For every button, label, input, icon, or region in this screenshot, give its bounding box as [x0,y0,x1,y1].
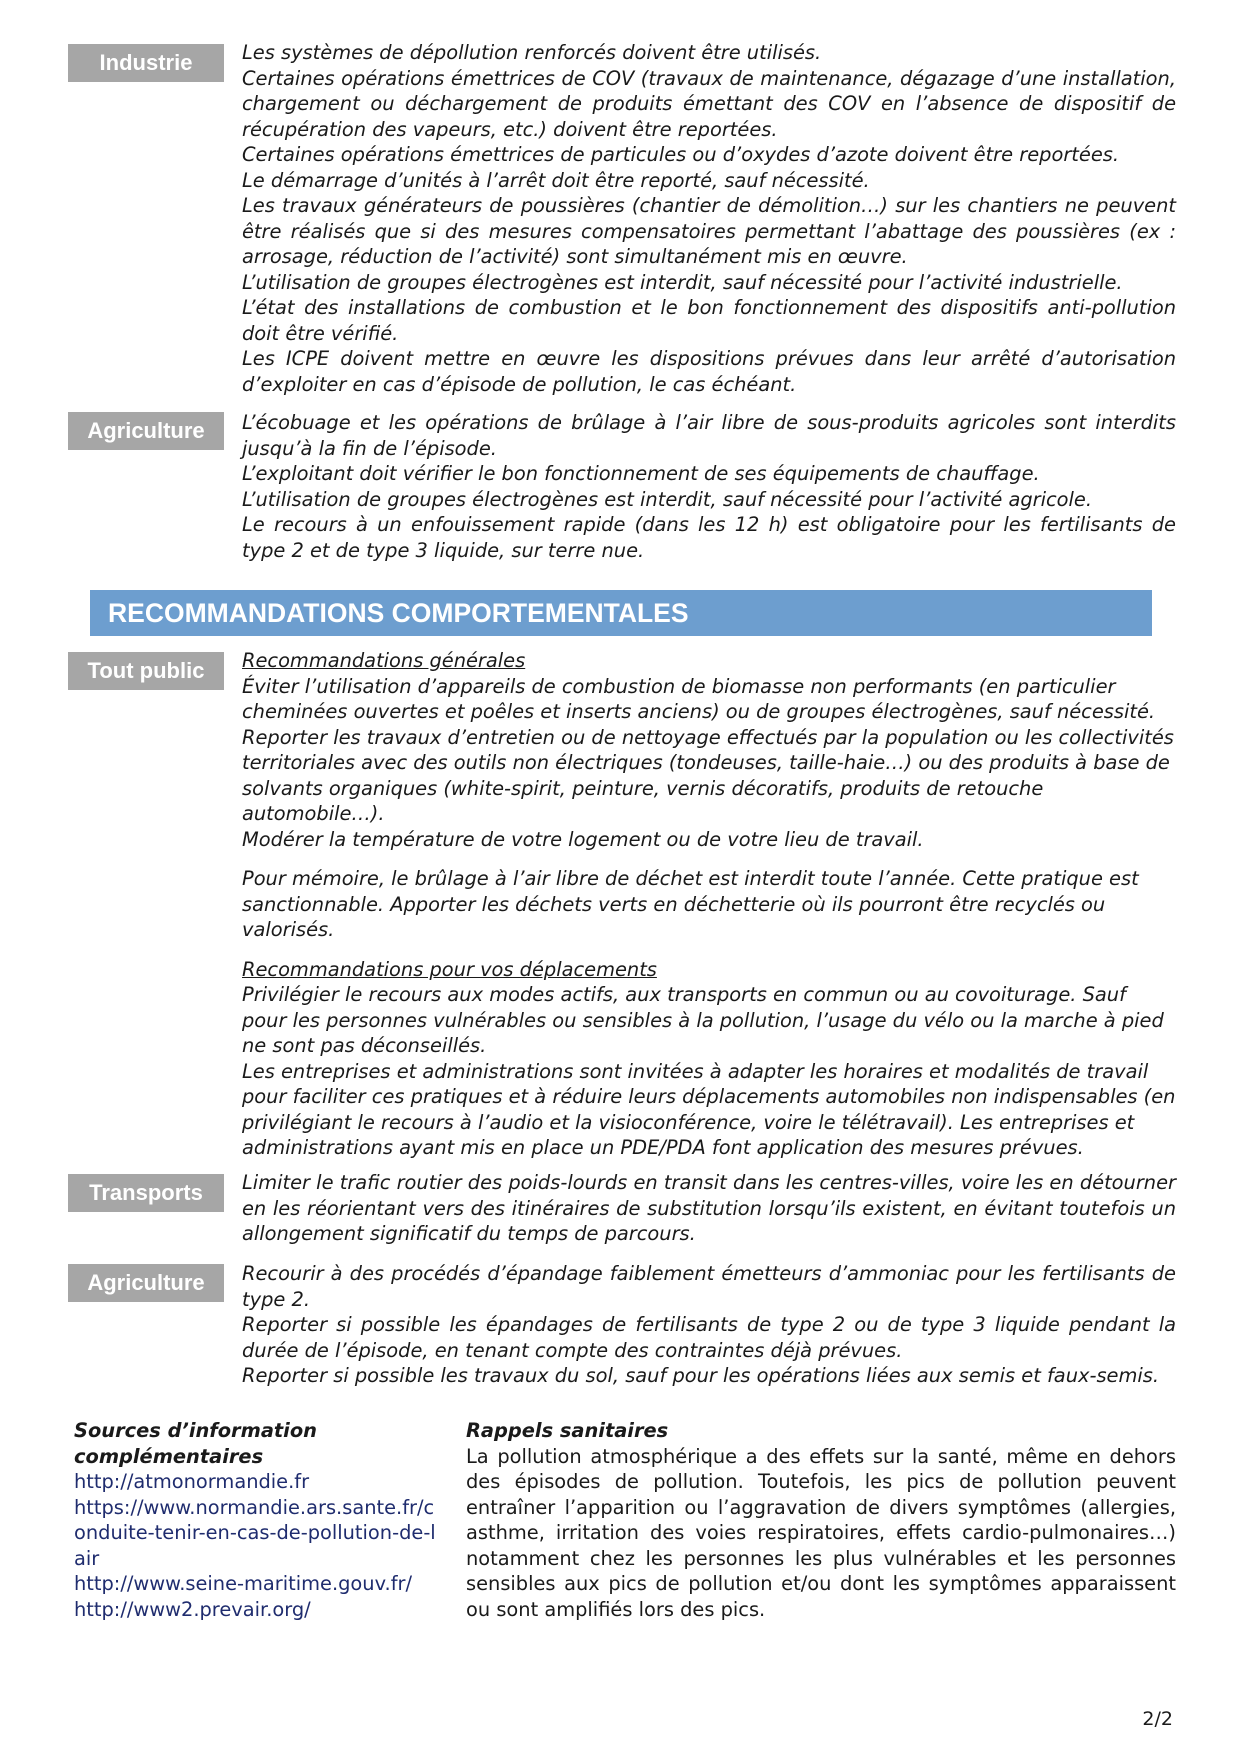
link-prevair[interactable]: http://www2.prevair.org/ [74,1597,311,1621]
sources-title: Sources d’information complémentaires [74,1419,317,1468]
measure-line: L’utilisation de groupes électrogènes est interdit, sauf nécessité pour l’activité agricole. [242,487,1093,511]
rappels-text: La pollution atmosphérique a des effets sur la santé, même en dehors des épisodes de pollution. Toutefois, les pics de pollution peuvent entraîner l’apparition ou l’aggravation de divers symptômes (allergies, asthme, irritation des voies respiratoires, effets cardio-pulmonaires…) notamment chez les personnes les plus vulnérables et les personnes sensibles aux pics de pollution et/ou dont les symptômes apparaissent ou sont amplifiés lors des pics. [466,1444,1176,1621]
measure-line: L’utilisation de groupes électrogènes est interdit, sauf nécessité pour l’activité industrielle. [242,270,1123,294]
section-label-industrie: Industrie [68,44,224,82]
section-label-agriculture: Agriculture [68,412,224,450]
recommandations-banner: RECOMMANDATIONS COMPORTEMENTALES [90,590,1152,636]
page-number: 2/2 [1142,1708,1173,1730]
sources-block [74,1418,444,1622]
measure-line: L’état des installations de combustion et le bon fonctionnement des dispositifs anti-pollution doit être vérifié. [242,296,1176,345]
industrie-measures [242,40,1176,397]
subheading-deplacements: Recommandations pour vos déplacements [242,957,657,981]
recommendation-line: Éviter l’utilisation d’appareils de combustion de biomasse non performants (en particulier cheminées ouvertes et poêles et inserts anciens) ou de groupes électrogènes, sauf nécessité. [242,674,1156,723]
measure-line: Les systèmes de dépollution renforcés doivent être utilisés. [242,41,822,64]
agriculture-measures [242,410,1176,563]
recommendation-line: Reporter les travaux d’entretien ou de nettoyage effectués par la population ou les collectivités territoriales avec des outils non électriques (tondeuses, taille-haie…) ou des produits à base de solvants organiques (white-spirit, peinture, vernis décoratifs, produits de retouche automobile…). [242,725,1174,825]
tout-public-recommendations [242,648,1176,1161]
recommendation-line: Modérer la température de votre logement ou de votre lieu de travail. [242,827,924,851]
recommendation-line: Recourir à des procédés d’épandage faiblement émetteurs d’ammoniac pour les fertilisants de type 2. [242,1262,1176,1311]
section-label-agriculture-2: Agriculture [68,1264,224,1302]
recommendation-line: Reporter si possible les travaux du sol, sauf pour les opérations liées aux semis et faux-semis. [242,1364,1160,1387]
section-label-transports: Transports [68,1174,224,1212]
measure-line: Le recours à un enfouissement rapide (dans les 12 h) est obligatoire pour les fertilisants de type 2 et de type 3 liquide, sur terre nue. [242,513,1176,562]
recommendation-line: Reporter si possible les épandages de fertilisants de type 2 ou de type 3 liquide pendant la durée de l’épisode, en tenant compte des contraintes déjà prévues. [242,1313,1176,1362]
recommendation-line: Privilégier le recours aux modes actifs, aux transports en commun ou au covoiturage. Sauf pour les personnes vulnérables ou sensibles à la pollution, l’usage du vélo ou la marche à pied ne sont pas déconseillés. [242,983,1164,1057]
recommendation-line: Limiter le trafic routier des poids-lourds en transit dans les centres-villes, voire les en détourner en les réorientant vers des itinéraires de substitution lorsqu’ils existent, en évitant toutefois un allongement significatif du temps de parcours. [242,1171,1176,1245]
recommendation-line: Les entreprises et administrations sont invitées à adapter les horaires et modalités de travail pour faciliter ces pratiques et à réduire leurs déplacements automobiles non indispensables (en privilégiant le recours à l’audio et la visioconférence, voire le télétravail). Les entreprises et administrations ayant mis en place un PDE/PDA font application des mesures prévues. [242,1059,1176,1159]
link-seine-maritime[interactable]: http://www.seine-maritime.gouv.fr/ [74,1572,413,1595]
measure-line: Certaines opérations émettrices de COV (travaux de maintenance, dégazage d’une installation, chargement ou déchargement de produits émettant des COV en l’absence de dispositif de récupération des vapeurs, etc.) doivent être reportées. [242,66,1176,141]
section-label-tout-public: Tout public [68,652,224,690]
link-ars-normandie[interactable]: https://www.normandie.ars.sante.fr/conduite-tenir-en-cas-de-pollution-de-lair [74,1495,436,1570]
agriculture-recommendations [242,1261,1176,1389]
rappels-title: Rappels sanitaires [466,1419,669,1442]
measure-line: Les ICPE doivent mettre en œuvre les dispositions prévues dans leur arrêté d’autorisation d’exploiter en cas d’épisode de pollution, le cas échéant. [242,347,1176,396]
measure-line: Les travaux générateurs de poussières (chantier de démolition…) sur les chantiers ne peuvent être réalisés que si des mesures compensatoires permettant l’abattage des poussières (ex : arrosage, réduction de l’activité) sont simultanément mis en œuvre. [242,194,1176,268]
subheading-general: Recommandations générales [242,649,526,672]
rappels-block [466,1418,1176,1622]
measure-line: Certaines opérations émettrices de particules ou d’oxydes d’azote doivent être reportées. [242,143,1120,166]
measure-line: L’exploitant doit vérifier le bon fonctionnement de ses équipements de chauffage. [242,462,1040,485]
transports-recommendations [242,1170,1176,1247]
link-atmonormandie[interactable]: http://atmonormandie.fr [74,1470,310,1493]
measure-line: Le démarrage d’unités à l’arrêt doit être reporté, sauf nécessité. [242,168,870,192]
measure-line: L’écobuage et les opérations de brûlage à l’air libre de sous-produits agricoles sont interdits jusqu’à la fin de l’épisode. [242,411,1176,460]
memo-paragraph: Pour mémoire, le brûlage à l’air libre de déchet est interdit toute l’année. Cette pratique est sanctionnable. Apporter les déchets verts en déchetterie où ils pourront être recyclés ou valorisés. [242,867,1139,941]
